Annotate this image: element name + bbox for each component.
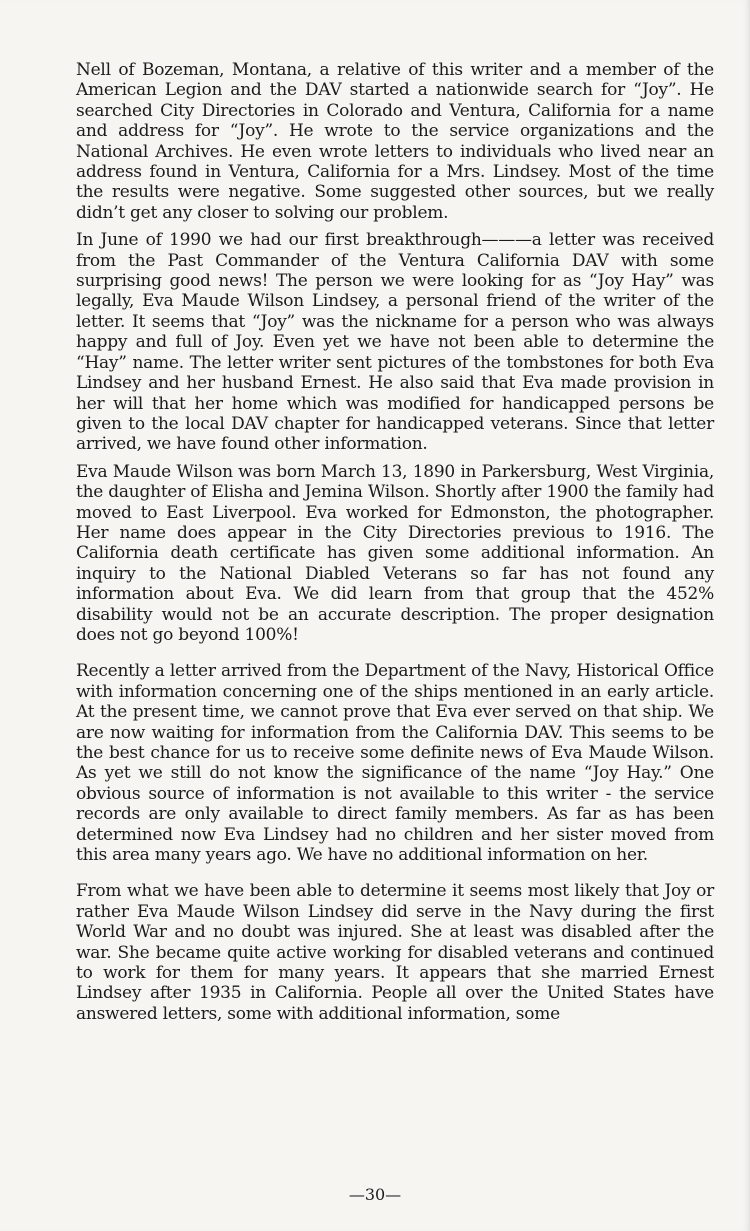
- paragraph: Recently a letter arrived from the Department of the Navy, Historical Office with information concerning one of the ships mentioned in an early article. At the present time, we cannot prove that Eva ever served on that ship. We are now waiting for information from the California DAV. This seems to be the best chance for us to receive some definite news of Eva Maude Wilson. As yet we still do not know the significance of the name “Joy Hay.” One obvious source of information is not available to this writer - the service records are only available to direct family members. As far as has been determined now Eva Lindsey had no children and her sister moved from this area many years ago. We have no additional information on her.: [76, 661, 714, 866]
- page-number: —30—: [348, 1185, 402, 1204]
- body-text: [76, 60, 714, 1024]
- paragraph: Nell of Bozeman, Montana, a relative of this writer and a member of the American Legion and the DAV started a nationwide search for “Joy”. He searched City Directories in Colorado and Ventura, California for a name and address for “Joy”. He wrote to the service organizations and the National Archives. He even wrote letters to individuals who lived near an address found in Ventura, California for a Mrs. Lindsey. Most of the time the results were negative. Some suggested other sources, but we really didn’t get any closer to solving our problem.: [76, 60, 714, 223]
- paragraph: From what we have been able to determine it seems most likely that Joy or rather Eva Maude Wilson Lindsey did serve in the Navy during the first World War and no doubt was injured. She at least was disabled after the war. She became quite active working for disabled veterans and continued to work for them for many years. It appears that she married Ernest Lindsey after 1935 in California. People all over the United States have answered letters, some with additional information, some: [76, 881, 714, 1024]
- paragraph: In June of 1990 we had our first breakthrough———a letter was received from the Past Commander of the Ventura California DAV with some surprising good news! The person we were looking for as “Joy Hay” was legally, Eva Maude Wilson Lindsey, a personal friend of the writer of the letter. It seems that “Joy” was the nickname for a person who was always happy and full of Joy. Even yet we have not been able to determine the “Hay” name. The letter writer sent pictures of the tombstones for both Eva Lindsey and her husband Ernest. He also said that Eva made provision in her will that her home which was modified for handicapped persons be given to the local DAV chapter for handicapped veterans. Since that letter arrived, we have found other information.: [76, 230, 714, 455]
- paragraph: Eva Maude Wilson was born March 13, 1890 in Parkersburg, West Virginia, the daughter of Elisha and Jemina Wilson. Shortly after 1900 the family had moved to East Liverpool. Eva worked for Edmonston, the photographer. Her name does appear in the City Directories previous to 1916. The California death certificate has given some additional information. An inquiry to the National Diabled Veterans so far has not found any information about Eva. We did learn from that group that the 452% disability would not be an accurate description. The proper designation does not go beyond 100%!: [76, 461, 714, 645]
